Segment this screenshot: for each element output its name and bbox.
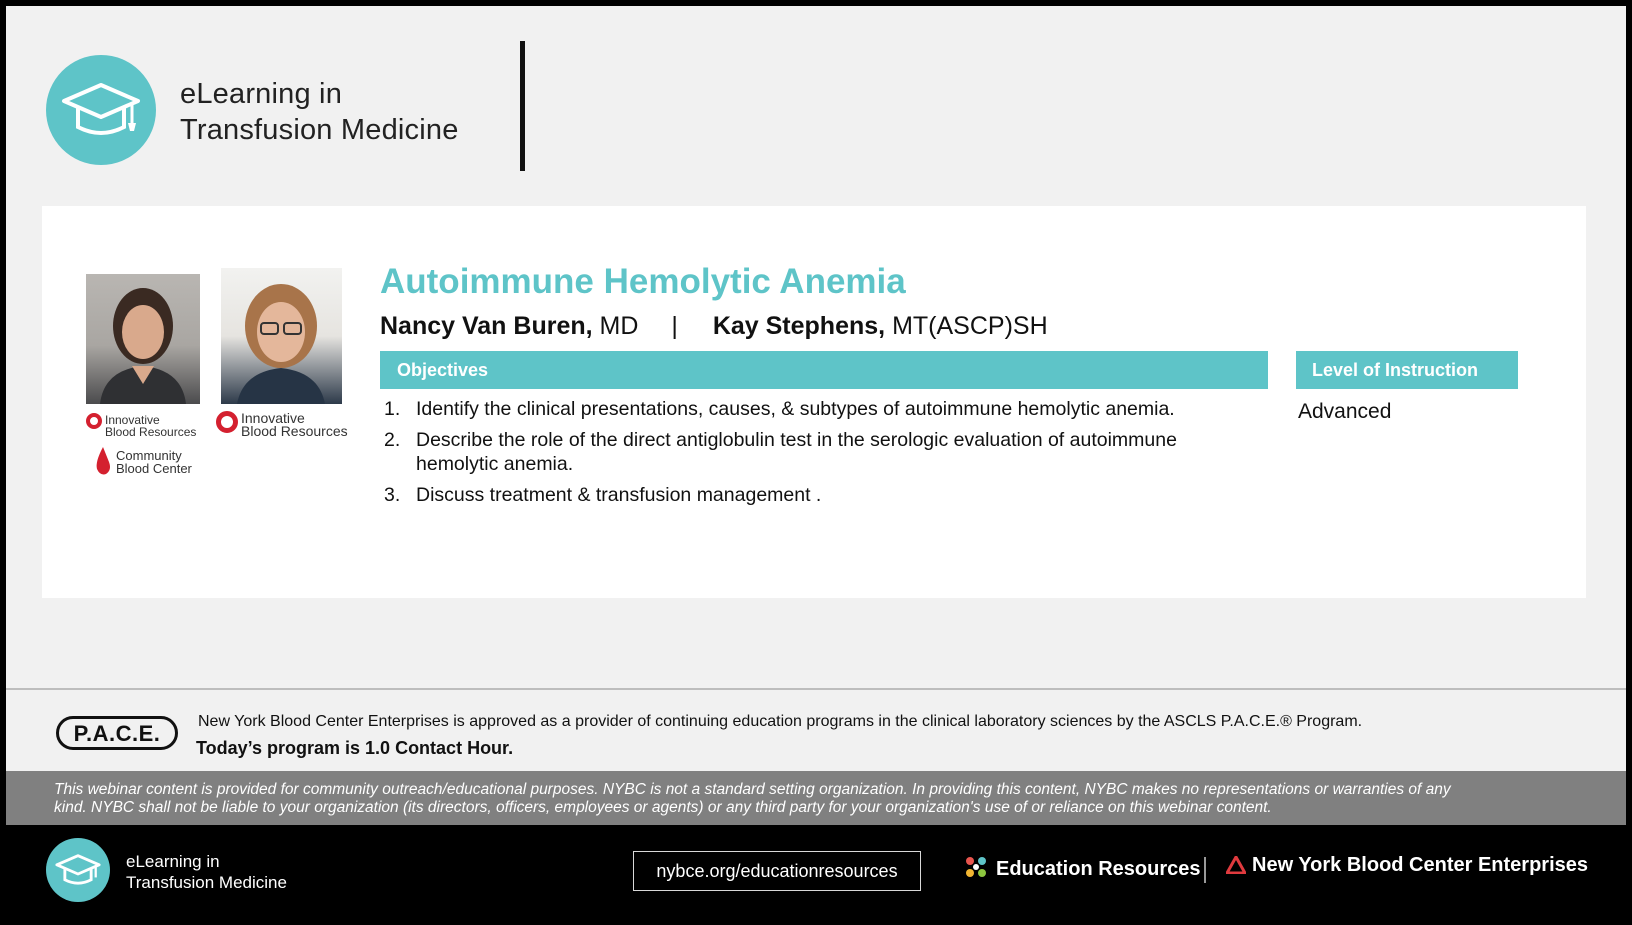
org-line: Innovative (241, 410, 305, 426)
education-resources-link[interactable]: nybce.org/educationresources (633, 851, 921, 891)
speakers-line (380, 312, 1048, 341)
education-resources-icon (964, 855, 988, 879)
innovative-blood-resources-logo (86, 414, 196, 438)
speaker2-photo (221, 268, 342, 404)
disclaimer-text: This webinar content is provided for community outreach/educational purposes. NYBC is not a standard setting organization. In providing this content, NYBC makes no representations or warranties of any kind. NYBC shall not be liable to your organization (its directors, officers, employees or agents) or any third party for your organization's use of or reliance on this webinar content. (54, 781, 1451, 816)
objective-item (380, 397, 1260, 421)
innovative-blood-resources-logo (216, 412, 348, 438)
footer-title (126, 851, 287, 893)
header-title (180, 76, 459, 148)
footer (6, 825, 1626, 919)
slide (6, 6, 1626, 919)
nybc-label: New York Blood Center Enterprises (1252, 854, 1589, 876)
objective-text: Describe the role of the direct antiglobulin test in the serologic evaluation of autoimmune hemolytic anemia. (416, 429, 1177, 475)
objectives-header: Objectives (380, 351, 1268, 389)
footer-divider (1204, 857, 1206, 883)
header-divider (520, 41, 525, 171)
objective-number: 1. (384, 398, 401, 420)
graduation-cap-icon (60, 75, 142, 145)
nybc-triangle-icon (1226, 856, 1246, 874)
header-title-line2: Transfusion Medicine (180, 114, 459, 146)
objective-text: Discuss treatment & transfusion management . (416, 484, 822, 506)
org-line: Blood Center (116, 461, 192, 476)
speaker-separator: | (671, 312, 678, 340)
course-title: Autoimmune Hemolytic Anemia (380, 262, 906, 301)
education-resources-brand (964, 855, 1201, 881)
nybc-brand (1226, 854, 1588, 877)
ibr-ring-icon (86, 413, 102, 429)
speaker1-photo (86, 274, 200, 404)
objective-item (380, 483, 1260, 507)
speaker2-name: Kay Stephens, (712, 312, 886, 340)
footer-title-line2: Transfusion Medicine (126, 873, 287, 892)
pace-approval-text: New York Blood Center Enterprises is approved as a provider of continuing education programs in the clinical laboratory sciences by the ASCLS P.A.C.E.® Program. (198, 713, 1363, 730)
org-line: Blood Resources (241, 423, 348, 439)
contact-hours-text: Today’s program is 1.0 Contact Hour. (196, 738, 514, 758)
pace-badge: P.A.C.E. (56, 716, 178, 750)
level-of-instruction-header: Level of Instruction (1296, 351, 1518, 389)
org-line: Blood Resources (105, 425, 197, 439)
org-line: Community (116, 448, 182, 463)
objective-number: 3. (384, 484, 401, 506)
blood-drop-icon (94, 446, 112, 476)
education-resources-label: Education Resources (996, 858, 1201, 880)
ibr-ring-icon (216, 411, 238, 433)
header-title-line1: eLearning in (180, 78, 343, 110)
graduation-cap-icon (54, 850, 102, 890)
speaker1-credentials: MD (599, 312, 639, 340)
objective-item (380, 428, 1260, 476)
speaker2-credentials: MT(ASCP)SH (892, 312, 1048, 340)
objective-text: Identify the clinical presentations, causes, & subtypes of autoimmune hemolytic anemia. (416, 398, 1175, 420)
disclaimer-band (6, 771, 1626, 825)
speaker1-name: Nancy Van Buren, (380, 312, 593, 340)
objectives-list (380, 397, 1260, 514)
elearning-logo (46, 55, 156, 165)
level-value: Advanced (1298, 400, 1392, 423)
footer-title-line1: eLearning in (126, 852, 220, 871)
objective-number: 2. (384, 429, 401, 451)
community-blood-center-logo (94, 446, 192, 476)
footer-elearning-logo (46, 838, 110, 902)
section-divider (6, 688, 1626, 690)
org-line: Innovative (105, 413, 160, 427)
